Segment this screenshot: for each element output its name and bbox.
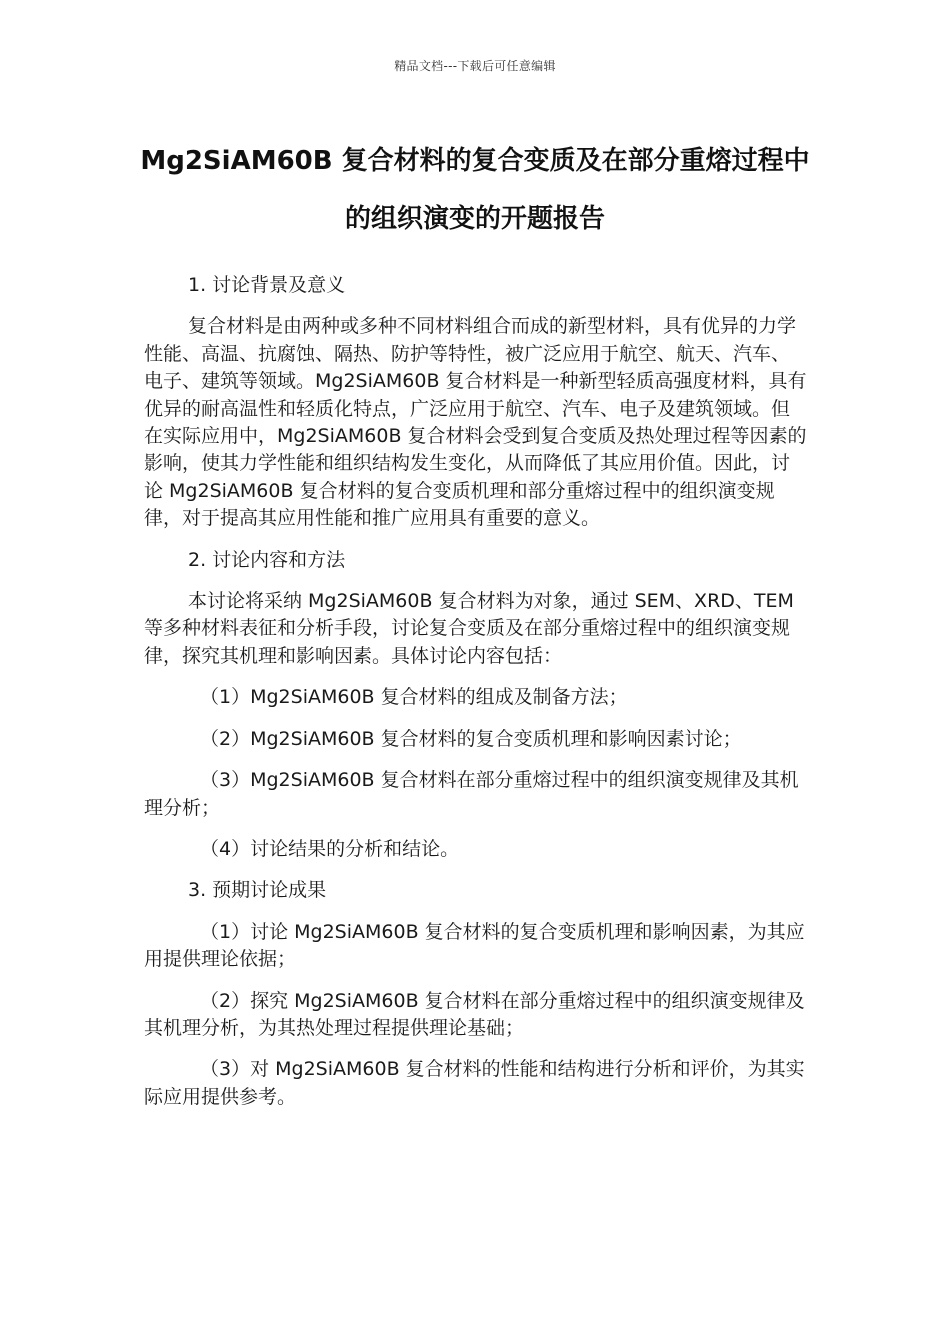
background-paragraph: 复合材料是由两种或多种不同材料组合而成的新型材料，具有优异的力学性能、高温、抗腐蚀、隔热、防护等特性，被广泛应用于航空、航天、汽车、电子、建筑等领域。Mg2SiAM60B 复合材料是一种新型轻质高强度材料，具有优异的耐高温性和轻质化特点，广泛应用于航空、汽车、电子及建筑领域。但在实际应用中，Mg2SiAM60B 复合材料会受到复合变质及热处理过程等因素的影响，使其力学性能和组织结构发生变化，从而降低了其应用价值。因此，讨论 Mg2SiAM60B 复合材料的复合变质机理和部分重熔过程中的组织演变规律，对于提高其应用性能和推广应用具有重要的意义。 [144,315,807,530]
content-method-paragraph: 本讨论将采纳 Mg2SiAM60B 复合材料为对象，通过 SEM、XRD、TEM 等多种材料表征和分析手段，讨论复合变质及在部分重熔过程中的组织演变规律，探究其机理和影响因素。具体讨论内容包括： [144,590,794,667]
list-item: （3）对 Mg2SiAM60B 复合材料的性能和结构进行分析和评价，为其实际应用提供参考。 [144,1058,805,1108]
section-heading-content-method: 2. 讨论内容和方法 [188,548,346,571]
list-item: （3）Mg2SiAM60B 复合材料在部分重熔过程中的组织演变规律及其机理分析； [144,769,799,819]
list-item: （2）探究 Mg2SiAM60B 复合材料在部分重熔过程中的组织演变规律及其机理分析，为其热处理过程提供理论基础； [144,989,805,1039]
document-body [144,272,808,1125]
header-note: 精品文档---下载后可任意编辑 [394,59,556,73]
document-title: Mg2SiAM60B 复合材料的复合变质及在部分重熔过程中的组织演变的开题报告 [140,146,810,234]
list-item: （4）讨论结果的分析和结论。 [200,837,460,860]
section-heading-expected-results: 3. 预期讨论成果 [188,879,327,902]
list-item: （1）Mg2SiAM60B 复合材料的组成及制备方法； [200,686,628,709]
section-heading-background: 1. 讨论背景及意义 [188,274,346,296]
list-item: （2）Mg2SiAM60B 复合材料的复合变质机理和影响因素讨论； [200,727,742,750]
list-item: （1）讨论 Mg2SiAM60B 复合材料的复合变质机理和影响因素，为其应用提供理论依据； [144,920,805,971]
